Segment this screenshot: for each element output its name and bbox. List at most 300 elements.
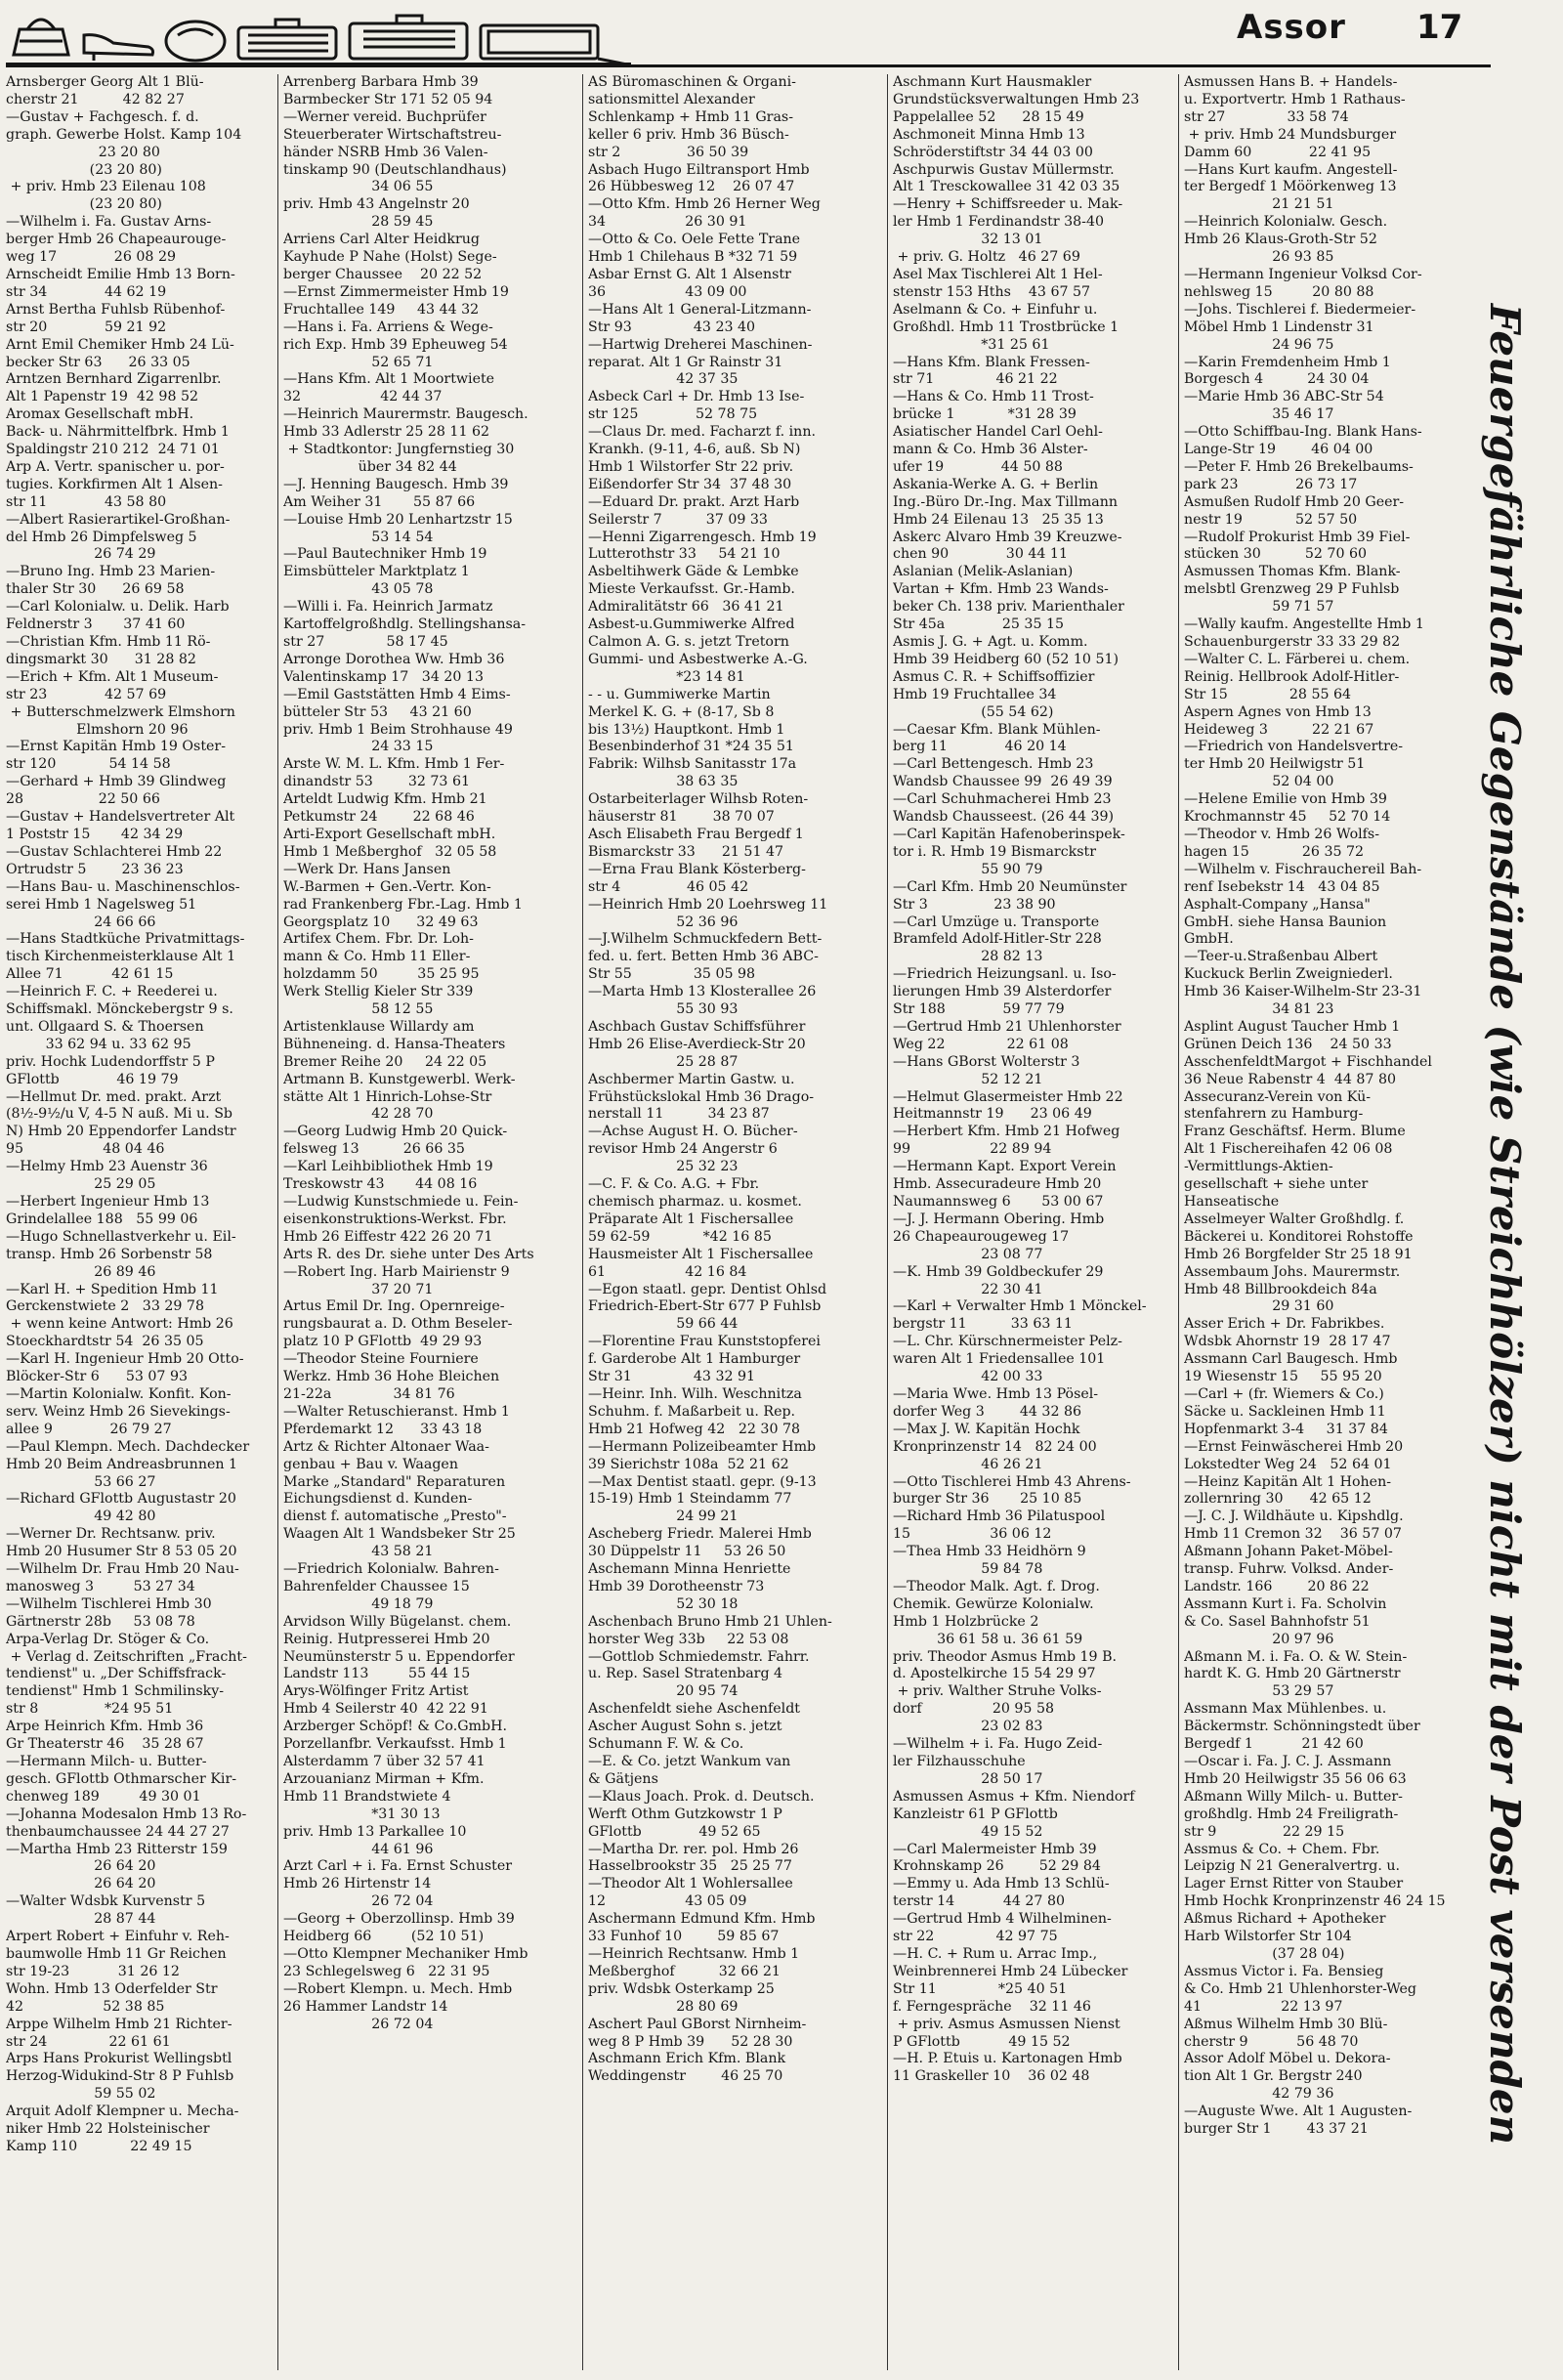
listing-line: ler Hmb 1 Ferdinandstr 38-40 bbox=[893, 214, 1105, 231]
listing-line: Krankh. (9-11, 4-6, auß. Sb N) bbox=[588, 442, 801, 458]
listing-line: brücke 1 *31 28 39 bbox=[893, 406, 1077, 423]
listing-line: tion Alt 1 Gr. Bergstr 240 bbox=[1184, 2068, 1363, 2085]
listing-line: str 19-23 31 26 12 bbox=[6, 1963, 180, 1979]
listing-line: 24 99 21 bbox=[588, 1509, 739, 1525]
listing-line: Heitmannstr 19 23 06 49 bbox=[893, 1106, 1092, 1123]
listing-line: Reinig. Hutpresserei Hmb 20 bbox=[283, 1631, 490, 1647]
listing-line: —Heinz Kapitän Alt 1 Hohen- bbox=[1184, 1473, 1392, 1490]
listing-line: Arzouanianz Mirman + Kfm. bbox=[283, 1770, 485, 1787]
listing-line: Spaldingstr 210 212 24 71 01 bbox=[6, 442, 220, 458]
listing-line: 35 46 17 bbox=[1184, 406, 1334, 423]
listing-line: Waagen Alt 1 Wandsbeker Str 25 bbox=[283, 1526, 516, 1543]
listing-line: —Claus Dr. med. Facharzt f. inn. bbox=[588, 424, 816, 441]
listing-line: —Oscar i. Fa. J. C. J. Assmann bbox=[1184, 1754, 1392, 1769]
listing-line: str 34 44 62 19 bbox=[6, 283, 167, 300]
listing-line: transp. Hmb 26 Sorbenstr 58 bbox=[6, 1246, 213, 1262]
listing-line: str 23 42 57 69 bbox=[6, 686, 167, 702]
listing-line: + Stadtkontor: Jungfernstieg 30 bbox=[283, 442, 515, 458]
listing-line: (37 28 04) bbox=[1184, 1945, 1345, 1962]
listing-line: 25 29 05 bbox=[6, 1176, 156, 1193]
listing-line: Pappelallee 52 28 15 49 bbox=[893, 108, 1084, 125]
listing-line: str 8 *24 95 51 bbox=[6, 1701, 174, 1718]
header-emblem-strip bbox=[6, 6, 631, 66]
page-header-keyword: Assor bbox=[1237, 8, 1346, 47]
listing-line: holzdamm 50 35 25 95 bbox=[283, 966, 480, 983]
listing-line: Asbeck Carl + Dr. Hmb 13 Ise- bbox=[588, 389, 805, 405]
listing-line: Herzog-Widukind-Str 8 P Fuhlsb bbox=[6, 2068, 234, 2085]
listing-line: Kartoffelgroßhdlg. Stellingshansa- bbox=[283, 616, 527, 633]
listing-line: priv. Hochk Ludendorffstr 5 P bbox=[6, 1053, 215, 1070]
listing-line: Kanzleistr 61 P GFlottb bbox=[893, 1806, 1058, 1822]
listing-line: (23 20 80) bbox=[6, 161, 162, 178]
listing-line: —Heinrich Hmb 20 Loehrsweg 11 bbox=[588, 896, 828, 913]
listing-line: Leipzig N 21 Generalvertrg. u. bbox=[1184, 1858, 1400, 1875]
listing-line: Weg 22 22 61 08 bbox=[893, 1036, 1069, 1052]
listing-line: Aschmann Kurt Hausmakler bbox=[893, 74, 1092, 90]
listing-line: großhdlg. Hmb 24 Freiligrath- bbox=[1184, 1806, 1399, 1822]
listing-line: —Christian Kfm. Hmb 11 Rö- bbox=[6, 634, 211, 650]
listing-line: 42 00 33 bbox=[893, 1369, 1043, 1385]
listing-line: N) Hmb 20 Eppendorfer Landstr bbox=[6, 1124, 236, 1140]
listing-line: 26 89 46 bbox=[6, 1263, 156, 1280]
listing-line: händer NSRB Hmb 36 Valen- bbox=[283, 144, 488, 160]
listing-line: 12 43 05 09 bbox=[588, 1893, 747, 1910]
listing-line: nehlsweg 15 20 80 88 bbox=[1184, 283, 1374, 300]
listing-line: 42 28 70 bbox=[283, 1106, 434, 1123]
listing-line: —Thea Hmb 33 Heidhörn 9 bbox=[893, 1544, 1086, 1560]
listing-line: GFlottb 46 19 79 bbox=[6, 1071, 179, 1087]
listing-line: —Johanna Modesalon Hmb 13 Ro- bbox=[6, 1806, 247, 1822]
listing-line: 52 30 18 bbox=[588, 1595, 739, 1612]
listing-line: del Hmb 26 Dimpfelsweg 5 bbox=[6, 529, 197, 545]
listing-line: Assmann Kurt i. Fa. Scholvin bbox=[1184, 1595, 1387, 1612]
listing-line: 46 26 21 bbox=[893, 1456, 1043, 1472]
listing-line: stenfahrern zu Hamburg- bbox=[1184, 1106, 1364, 1123]
listing-line: u. Rep. Sasel Stratenbarg 4 bbox=[588, 1666, 783, 1682]
listing-line: & Gätjens bbox=[588, 1770, 658, 1787]
listing-line: —Heinrich Maurermstr. Baugesch. bbox=[283, 406, 528, 423]
listing-line: Aslanian (Melik-Aslanian) bbox=[893, 564, 1074, 580]
listing-line: Hmb 19 Fruchtallee 34 bbox=[893, 686, 1057, 702]
listing-line: Bergedf 1 21 42 60 bbox=[1184, 1736, 1364, 1753]
listing-line: 32 42 44 37 bbox=[283, 389, 443, 405]
listing-line: —Wilhelm Tischlerei Hmb 30 bbox=[6, 1595, 212, 1612]
listing-line: dingsmarkt 30 31 28 82 bbox=[6, 651, 196, 667]
header-rule bbox=[6, 64, 1491, 67]
listing-line: manosweg 3 53 27 34 bbox=[6, 1578, 195, 1594]
listing-line: cherstr 21 42 82 27 bbox=[6, 91, 185, 107]
listing-line: —Maria Wwe. Hmb 13 Pösel- bbox=[893, 1385, 1099, 1402]
listing-line: Krochmannstr 45 52 70 14 bbox=[1184, 809, 1391, 826]
listing-line: Assembaum Johs. Maurermstr. bbox=[1184, 1263, 1401, 1280]
listing-line: —Hans Stadtküche Privatmittags- bbox=[6, 931, 245, 948]
listing-line: Gärtnerstr 28b 53 08 78 bbox=[6, 1613, 195, 1630]
listing-line: Gummi- und Asbestwerke A.-G. bbox=[588, 651, 808, 667]
listing-line: —Carl Malermeister Hmb 39 bbox=[893, 1841, 1097, 1857]
listing-line: —Theodor Alt 1 Wohlersallee bbox=[588, 1876, 793, 1892]
listing-line: str 22 42 97 75 bbox=[893, 1929, 1058, 1945]
listing-line: Arnt Emil Chemiker Hmb 24 Lü- bbox=[6, 336, 234, 353]
listing-line: 26 Chapeaurougeweg 17 bbox=[893, 1228, 1070, 1245]
listing-line: priv. Hmb 1 Beim Strohhause 49 bbox=[283, 721, 513, 738]
listing-line: + priv. Hmb 23 Eilenau 108 bbox=[6, 179, 206, 195]
listing-line: str 20 59 21 92 bbox=[6, 319, 167, 335]
listing-line: —Georg Ludwig Hmb 20 Quick- bbox=[283, 1124, 508, 1140]
listing-line: Grünen Deich 136 24 50 33 bbox=[1184, 1036, 1392, 1052]
listing-line: str 9 22 29 15 bbox=[1184, 1823, 1345, 1840]
listing-line: Artmann B. Kunstgewerbl. Werk- bbox=[283, 1071, 516, 1087]
listing-line: —Hermann Ingenieur Volksd Cor- bbox=[1184, 266, 1422, 282]
listing-line: —Otto Klempner Mechaniker Hmb bbox=[283, 1945, 528, 1962]
listing-line: Arts R. des Dr. siehe unter Des Arts bbox=[283, 1246, 534, 1262]
listing-line: 23 08 77 bbox=[893, 1246, 1043, 1262]
listing-line: Hmb 1 Meßberghof 32 05 58 bbox=[283, 843, 497, 860]
listing-line: bergstr 11 33 63 11 bbox=[893, 1316, 1073, 1333]
listing-line: & Co. Hmb 21 Uhlenhorster-Weg bbox=[1184, 1980, 1416, 1997]
listing-line: Hmb 48 Billbrookdeich 84a bbox=[1184, 1281, 1377, 1297]
listing-line: —Bruno Ing. Hmb 23 Marien- bbox=[6, 564, 216, 580]
listing-line: + priv. Hmb 24 Mundsburger bbox=[1184, 126, 1397, 143]
listing-line: Arps Hans Prokurist Wellingsbtl bbox=[6, 2051, 232, 2067]
listing-line: —Carl Kapitän Hafenoberinspek- bbox=[893, 826, 1125, 842]
listing-line: Assmus Victor i. Fa. Bensieg bbox=[1184, 1963, 1384, 1979]
listing-line: burger Str 36 25 10 85 bbox=[893, 1491, 1082, 1508]
listing-line: Aßmann Johann Paket-Möbel- bbox=[1184, 1544, 1393, 1560]
listing-line: Aschmoneit Minna Hmb 13 bbox=[893, 126, 1085, 143]
listing-line: (8½-9½/u V, 4-5 N auß. Mi u. Sb bbox=[6, 1106, 232, 1123]
listing-line: —Karl + Verwalter Hmb 1 Mönckel- bbox=[893, 1298, 1147, 1315]
listing-line: —Helmy Hmb 23 Auenstr 36 bbox=[6, 1159, 208, 1175]
listing-line: Elmshorn 20 96 bbox=[6, 721, 189, 738]
listing-line: Valentinskamp 17 34 20 13 bbox=[283, 668, 484, 685]
listing-line: Askerc Alvaro Hmb 39 Kreuzwe- bbox=[893, 529, 1122, 545]
listing-line: AsschenfeldtMargot + Fischhandel bbox=[1184, 1053, 1432, 1070]
listing-line: Hmb 11 Cremon 32 36 57 07 bbox=[1184, 1526, 1402, 1543]
listing-line: f. Garderobe Alt 1 Hamburger bbox=[588, 1351, 801, 1368]
listing-line: Borgesch 4 24 30 04 bbox=[1184, 371, 1370, 388]
listing-line: Petkumstr 24 22 68 46 bbox=[283, 809, 475, 826]
listing-line: —Helene Emilie von Hmb 39 bbox=[1184, 791, 1387, 808]
listing-line: serei Hmb 1 Nagelsweg 51 bbox=[6, 896, 197, 913]
listing-line: Georgsplatz 10 32 49 63 bbox=[283, 914, 479, 930]
listing-line: & Co. Sasel Bahnhofstr 51 bbox=[1184, 1613, 1371, 1630]
listing-line: Artistenklause Willardy am bbox=[283, 1018, 475, 1035]
listing-line: str 125 52 78 75 bbox=[588, 406, 758, 423]
listing-line: Hmb 21 Hofweg 42 22 30 78 bbox=[588, 1421, 801, 1437]
listing-line: Arys-Wölfinger Fritz Artist bbox=[283, 1683, 469, 1700]
listing-line: Pferdemarkt 12 33 43 18 bbox=[283, 1421, 483, 1437]
listing-line: Aspern Agnes von Hmb 13 bbox=[1184, 703, 1372, 720]
listing-line: Artus Emil Dr. Ing. Opernreige- bbox=[283, 1298, 505, 1315]
listing-line: —Carl Bettengesch. Hmb 23 bbox=[893, 756, 1094, 773]
listing-line: Admiralitätstr 66 36 41 21 bbox=[588, 599, 784, 616]
listing-line: 42 37 35 bbox=[588, 371, 739, 388]
listing-line: 59 55 02 bbox=[6, 2086, 156, 2103]
listing-line: Werk Stellig Kieler Str 339 bbox=[283, 984, 474, 1000]
listing-line: bütteler Str 53 43 21 60 bbox=[283, 703, 472, 720]
listing-line: *31 30 13 bbox=[283, 1806, 441, 1822]
listing-line: 41 22 13 97 bbox=[1184, 1998, 1343, 2015]
directory-column-4 bbox=[893, 74, 1174, 2370]
listing-line: berger Hmb 26 Chapeaurouge- bbox=[6, 232, 227, 248]
listing-line: —Walter C. L. Färberei u. chem. bbox=[1184, 651, 1411, 667]
listing-line: 26 Hübbesweg 12 26 07 47 bbox=[588, 179, 795, 195]
listing-line: Artifex Chem. Fbr. Dr. Loh- bbox=[283, 931, 474, 948]
listing-line: —Heinrich Kolonialw. Gesch. bbox=[1184, 214, 1388, 231]
listing-line: dienst f. automatische „Presto"- bbox=[283, 1509, 507, 1525]
listing-line: GmbH. siehe Hansa Baunion bbox=[1184, 914, 1387, 930]
listing-line: Treskowstr 43 44 08 16 bbox=[283, 1176, 478, 1193]
listing-line: 49 18 79 bbox=[283, 1595, 434, 1612]
listing-line: Hmb 26 Eiffestr 422 26 20 71 bbox=[283, 1228, 493, 1245]
directory-column-5 bbox=[1184, 74, 1475, 2370]
listing-line: tugies. Korkfirmen Alt 1 Alsen- bbox=[6, 476, 223, 492]
listing-line: 43 58 21 bbox=[283, 1544, 434, 1560]
listing-line: Kronprinzenstr 14 82 24 00 bbox=[893, 1438, 1097, 1455]
listing-line: Aschermann Edmund Kfm. Hmb bbox=[588, 1911, 816, 1928]
listing-line: tendienst" u. „Der Schiffsfrack- bbox=[6, 1666, 227, 1682]
listing-line: Hmb 11 Brandstwiete 4 bbox=[283, 1788, 451, 1805]
listing-line: thenbaumchaussee 24 44 27 27 bbox=[6, 1823, 230, 1840]
listing-line: Allee 71 42 61 15 bbox=[6, 966, 174, 983]
listing-line: baumwolle Hmb 11 Gr Reichen bbox=[6, 1945, 227, 1962]
listing-line: —Max Dentist staatl. gepr. (9-13 bbox=[588, 1473, 817, 1490]
listing-line: Back- u. Nährmittelfbrk. Hmb 1 bbox=[6, 424, 230, 441]
listing-line: felsweg 13 26 66 35 bbox=[283, 1141, 465, 1158]
listing-line: reparat. Alt 1 Gr Rainstr 31 bbox=[588, 354, 783, 370]
listing-line: 33 Funhof 10 59 85 67 bbox=[588, 1929, 780, 1945]
listing-line: AS Büromaschinen & Organi- bbox=[588, 74, 796, 90]
listing-line: (23 20 80) bbox=[6, 196, 162, 213]
listing-line: tinskamp 90 (Deutschlandhaus) bbox=[283, 161, 507, 178]
listing-line: 20 95 74 bbox=[588, 1683, 739, 1700]
listing-line: Aßmus Richard + Apotheker bbox=[1184, 1911, 1386, 1928]
listing-line: allee 9 26 79 27 bbox=[6, 1421, 172, 1437]
listing-line: 28 80 69 bbox=[588, 1998, 739, 2015]
listing-line: —Gertrud Hmb 4 Wilhelminen- bbox=[893, 1911, 1112, 1928]
listing-line: burger Str 1 43 37 21 bbox=[1184, 2121, 1369, 2138]
listing-line: 28 59 45 bbox=[283, 214, 434, 231]
listing-line: Asmußen Rudolf Hmb 20 Geer- bbox=[1184, 493, 1405, 510]
listing-line: —Robert Klempn. u. Mech. Hmb bbox=[283, 1980, 513, 1997]
listing-line: —Hermann Milch- u. Butter- bbox=[6, 1754, 207, 1769]
listing-line: Neumünsterstr 5 u. Eppendorfer bbox=[283, 1648, 515, 1665]
listing-line: Aschbermer Martin Gastw. u. bbox=[588, 1071, 795, 1087]
listing-line: Aßmann Willy Milch- u. Butter- bbox=[1184, 1788, 1403, 1805]
directory-column-3 bbox=[588, 74, 883, 2370]
listing-line: 44 61 96 bbox=[283, 1841, 434, 1857]
listing-line: Wohn. Hmb 13 Oderfelder Str bbox=[6, 1980, 218, 1997]
listing-line: Harb Wilstorfer Str 104 bbox=[1184, 1929, 1352, 1945]
listing-line: Arnscheidt Emilie Hmb 13 Born- bbox=[6, 266, 235, 282]
listing-line: Feldnerstr 3 37 41 60 bbox=[6, 616, 186, 633]
listing-line: —Auguste Wwe. Alt 1 Augusten- bbox=[1184, 2104, 1413, 2120]
listing-line: —J. C. J. Wildhäute u. Kipshdlg. bbox=[1184, 1509, 1404, 1525]
listing-line: str 27 58 17 45 bbox=[283, 634, 448, 650]
listing-line: Weinbrennerei Hmb 24 Lübecker bbox=[893, 1963, 1128, 1979]
listing-line: —Henni Zigarrengesch. Hmb 19 bbox=[588, 529, 817, 545]
listing-line: Porzellanfbr. Verkaufsst. Hmb 1 bbox=[283, 1736, 507, 1753]
listing-line: 23 20 80 bbox=[6, 144, 160, 160]
listing-line: ter Hmb 20 Heilwigstr 51 bbox=[1184, 756, 1366, 773]
listing-line: 26 64 20 bbox=[6, 1876, 156, 1892]
listing-line: Wandsb Chaussee 99 26 49 39 bbox=[893, 774, 1113, 790]
listing-line: Blöcker-Str 6 53 07 93 bbox=[6, 1369, 188, 1385]
listing-line: Werkz. Hmb 36 Hohe Bleichen bbox=[283, 1369, 500, 1385]
listing-line: Asbeltihwerk Gäde & Lembke bbox=[588, 564, 799, 580]
listing-line: Hmb 1 Chilehaus B *32 71 59 bbox=[588, 249, 798, 266]
listing-line: 52 12 21 bbox=[893, 1071, 1043, 1087]
listing-line: über 34 82 44 bbox=[283, 458, 457, 475]
listing-line: Hmb 39 Dorotheenstr 73 bbox=[588, 1578, 765, 1594]
listing-line: —Albert Rasierartikel-Großhan- bbox=[6, 511, 231, 528]
listing-line: Asser Erich + Dr. Fabrikbes. bbox=[1184, 1316, 1385, 1333]
listing-line: Ascheberg Friedr. Malerei Hmb bbox=[588, 1526, 812, 1543]
listing-line: Wandsb Chausseest. (26 44 39) bbox=[893, 809, 1115, 826]
listing-line: renf Isebekstr 14 43 04 85 bbox=[1184, 878, 1380, 895]
listing-line: Seilerstr 7 37 09 33 bbox=[588, 511, 768, 528]
listing-line: GmbH. bbox=[1184, 931, 1234, 948]
listing-line: Arti-Export Gesellschaft mbH. bbox=[283, 826, 496, 842]
listing-line: Bahrenfelder Chaussee 15 bbox=[283, 1578, 470, 1594]
listing-line: priv. Theodor Asmus Hmb 19 B. bbox=[893, 1648, 1118, 1665]
listing-line: —Theodor v. Hmb 26 Wolfs- bbox=[1184, 826, 1379, 842]
listing-line: 19 Wiesenstr 15 55 95 20 bbox=[1184, 1369, 1382, 1385]
listing-line: —Achse August H. O. Bücher- bbox=[588, 1124, 798, 1140]
listing-line: Arste W. M. L. Kfm. Hmb 1 Fer- bbox=[283, 756, 505, 773]
listing-line: + Butterschmelzwerk Elmshorn bbox=[6, 703, 235, 720]
listing-line: Artz & Richter Altonaer Waa- bbox=[283, 1438, 489, 1455]
listing-line: Franz Geschäftsf. Herm. Blume bbox=[1184, 1124, 1406, 1140]
listing-line: —Egon staatl. gepr. Dentist Ohlsd bbox=[588, 1281, 827, 1297]
listing-line: nerstall 11 34 23 87 bbox=[588, 1106, 770, 1123]
listing-line: —Hans i. Fa. Arriens & Wege- bbox=[283, 319, 493, 335]
listing-line: —Karl Leihbibliothek Hmb 19 bbox=[283, 1159, 493, 1175]
listing-line: thaler Str 30 26 69 58 bbox=[6, 581, 185, 598]
listing-line: (55 54 62) bbox=[893, 703, 1054, 720]
listing-line: —Ernst Zimmermeister Hmb 19 bbox=[283, 283, 509, 300]
listing-line: Bäckermstr. Schönningstedt über bbox=[1184, 1719, 1420, 1735]
listing-line: stücken 30 52 70 60 bbox=[1184, 546, 1368, 563]
listing-line: —Carl Kolonialw. u. Delik. Harb bbox=[6, 599, 230, 616]
listing-line: + priv. G. Holtz 46 27 69 bbox=[893, 249, 1080, 266]
listing-line: 26 72 04 bbox=[283, 1893, 434, 1910]
listing-line: —Klaus Joach. Prok. d. Deutsch. bbox=[588, 1788, 815, 1805]
listing-line: Asmis J. G. + Agt. u. Komm. bbox=[893, 634, 1088, 650]
listing-line: 42 79 36 bbox=[1184, 2086, 1334, 2103]
listing-line: —Karl H. Ingenieur Hmb 20 Otto- bbox=[6, 1351, 244, 1368]
listing-line: lierungen Hmb 39 Alsterdorfer bbox=[893, 984, 1112, 1000]
listing-line: 36 43 09 00 bbox=[588, 283, 747, 300]
listing-line: —Hans GBorst Wolterstr 3 bbox=[893, 1053, 1080, 1070]
listing-line: 28 50 17 bbox=[893, 1770, 1043, 1787]
listing-line: chen 90 30 44 11 bbox=[893, 546, 1068, 563]
listing-line: —Hermann Polizeibeamter Hmb bbox=[588, 1438, 817, 1455]
listing-line: —Florentine Frau Kunststopferei bbox=[588, 1334, 821, 1350]
listing-line: 61 42 16 84 bbox=[588, 1263, 747, 1280]
listing-line: tor i. R. Hmb 19 Bismarckstr bbox=[893, 843, 1097, 860]
listing-line: Str 45a 25 35 15 bbox=[893, 616, 1065, 633]
listing-line: 21 21 51 bbox=[1184, 196, 1334, 213]
listing-line: + wenn keine Antwort: Hmb 26 bbox=[6, 1316, 233, 1333]
listing-line: Arp A. Vertr. spanischer u. por- bbox=[6, 458, 225, 475]
listing-line: Besenbinderhof 31 *24 35 51 bbox=[588, 739, 794, 755]
listing-line: Aschpurwis Gustav Müllermstr. bbox=[893, 161, 1115, 178]
listing-line: —H. C. + Rum u. Arrac Imp., bbox=[893, 1945, 1098, 1962]
listing-line: Damm 60 22 41 95 bbox=[1184, 144, 1372, 160]
listing-line: 55 90 79 bbox=[893, 861, 1043, 877]
listing-line: hagen 15 26 35 72 bbox=[1184, 843, 1365, 860]
listing-line: —Martha Hmb 23 Ritterstr 159 bbox=[6, 1841, 228, 1857]
listing-line: Str 15 28 55 64 bbox=[1184, 686, 1352, 702]
side-banner-text: Feuergefährliche Gegenstände (wie Streichhölzer) nicht mit der Post versenden bbox=[1481, 303, 1529, 2146]
listing-line: —Karl H. + Spedition Hmb 11 bbox=[6, 1281, 219, 1297]
listing-line: 24 33 15 bbox=[283, 739, 434, 755]
listing-line: —Walter Retuschieranst. Hmb 1 bbox=[283, 1403, 510, 1420]
listing-line: —Caesar Kfm. Blank Mühlen- bbox=[893, 721, 1101, 738]
listing-line: Frühstückslokal Hmb 36 Drago- bbox=[588, 1088, 815, 1105]
listing-line: f. Ferngespräche 32 11 46 bbox=[893, 1998, 1091, 2015]
listing-line: Schlenkamp + Hmb 11 Gras- bbox=[588, 108, 793, 125]
listing-line: str 120 54 14 58 bbox=[6, 756, 171, 773]
listing-line: 28 82 13 bbox=[893, 949, 1043, 965]
listing-line: —Wilhelm + i. Fa. Hugo Zeid- bbox=[893, 1736, 1103, 1753]
listing-line: Bismarckstr 33 21 51 47 bbox=[588, 843, 784, 860]
listing-line: Lager Ernst Ritter von Stauber bbox=[1184, 1876, 1404, 1892]
listing-line: + Verlag d. Zeitschriften „Fracht- bbox=[6, 1648, 247, 1665]
listing-line: Str 3 23 38 90 bbox=[893, 896, 1056, 913]
listing-line: priv. Hmb 43 Angelnstr 20 bbox=[283, 196, 470, 213]
listing-line: Str 188 59 77 79 bbox=[893, 1001, 1065, 1018]
listing-line: genbau + Bau v. Waagen bbox=[283, 1456, 458, 1472]
listing-line: Weddingenstr 46 25 70 bbox=[588, 2068, 783, 2085]
listing-line: sationsmittel Alexander bbox=[588, 91, 755, 107]
listing-line: - - u. Gummiwerke Martin bbox=[588, 686, 771, 702]
listing-line: priv. Hmb 13 Parkallee 10 bbox=[283, 1823, 467, 1840]
listing-line: Aschenfeldt siehe Aschenfeldt bbox=[588, 1701, 800, 1718]
listing-line: —Karin Fremdenheim Hmb 1 bbox=[1184, 354, 1391, 370]
listing-line: Stoeckhardtstr 54 26 35 05 bbox=[6, 1334, 204, 1350]
listing-line: Asselmeyer Walter Großhdlg. f. bbox=[1184, 1211, 1405, 1227]
listing-line: Grundstücksverwaltungen Hmb 23 bbox=[893, 91, 1140, 107]
listing-line: Arquit Adolf Klempner u. Mecha- bbox=[6, 2104, 239, 2120]
listing-line: —Helmut Glasermeister Hmb 22 bbox=[893, 1088, 1123, 1105]
listing-line: waren Alt 1 Friedensallee 101 bbox=[893, 1351, 1106, 1368]
listing-line: Gerckenstwiete 2 33 29 78 bbox=[6, 1298, 204, 1315]
listing-line: Bühneneing. d. Hansa-Theaters bbox=[283, 1036, 506, 1052]
listing-line: —Martha Dr. rer. pol. Hmb 26 bbox=[588, 1841, 799, 1857]
listing-line: tendienst" Hmb 1 Schmilinsky- bbox=[6, 1683, 225, 1700]
listing-line: Str 31 43 32 91 bbox=[588, 1369, 756, 1385]
listing-line: Merkel K. G. + (8-17, Sb 8 bbox=[588, 703, 775, 720]
directory-column-1 bbox=[6, 74, 274, 2370]
listing-line: eisenkonstruktions-Werkst. Fbr. bbox=[283, 1211, 507, 1227]
listing-line: —Eduard Dr. prakt. Arzt Harb bbox=[588, 493, 800, 510]
listing-line: Asmussen Thomas Kfm. Blank- bbox=[1184, 564, 1401, 580]
listing-line: 26 74 29 bbox=[6, 546, 156, 563]
listing-line: 49 15 52 bbox=[893, 1823, 1043, 1840]
listing-line: —J.Wilhelm Schmuckfedern Bett- bbox=[588, 931, 823, 948]
listing-line: 55 30 93 bbox=[588, 1001, 739, 1018]
listing-line: Askania-Werke A. G. + Berlin bbox=[893, 476, 1099, 492]
listing-line: —Hans Kfm. Alt 1 Moortwiete bbox=[283, 371, 495, 388]
listing-line: —Gertrud Hmb 21 Uhlenhorster bbox=[893, 1018, 1121, 1035]
listing-line: —Herbert Ingenieur Hmb 13 bbox=[6, 1194, 210, 1210]
listing-line: dinandstr 53 32 73 61 bbox=[283, 774, 471, 790]
listing-line: Hmb 26 Hirtenstr 14 bbox=[283, 1876, 432, 1892]
listing-line: Asiatischer Handel Carl Oehl- bbox=[893, 424, 1103, 441]
listing-line: Aromax Gesellschaft mbH. bbox=[6, 406, 194, 423]
